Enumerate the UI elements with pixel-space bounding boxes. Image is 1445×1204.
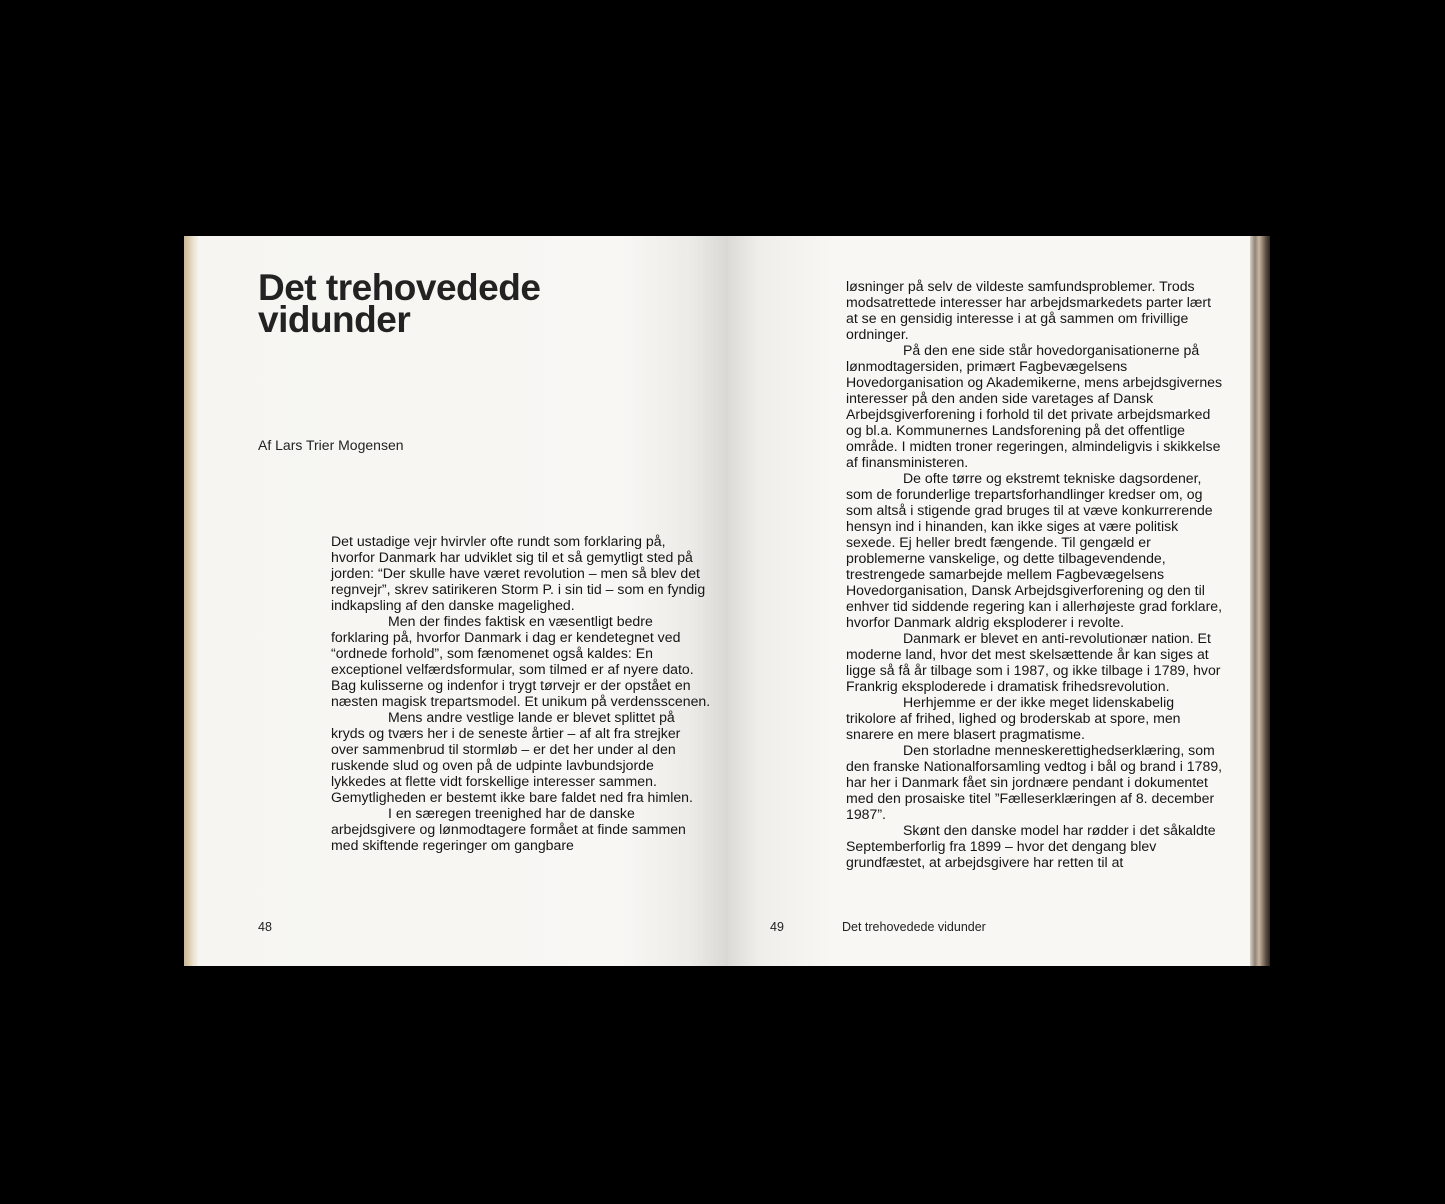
paragraph: Det ustadige vejr hvirvler ofte rundt som forklaring på, hvorfor Danmark har udviklet sig til et så gemytligt sted på jorden: “Der skulle have været revolution – men så blev det regnvejr”, skrev satirikeren Storm P. i sin tid – som en fyndig indkapsling af den danske magelighed. [331,533,706,613]
paragraph: Men der findes faktisk en væsentligt bedre forklaring på, hvorfor Danmark i dag er kendetegnet ved “ordnede forhold”, som fænomenet også kaldes: En exceptionel velfærdsformular, som tilmed er af nyere dato. Bag kulisserne og indenfor i trygt tørvejr er der opstået en næsten magisk trepartsmodel. Et unikum på verdensscenen. [331,613,711,709]
running-head: Det trehovedede vidunder [842,920,986,934]
left-column-text [331,533,711,853]
paragraph: Skønt den danske model har rødder i det såkaldte Septemberforlig fra 1899 – hvor det dengang blev grundfæstet, at arbejdsgivere har retten til at [846,822,1216,870]
book-edge-right [1250,236,1270,966]
paragraph: Herhjemme er der ikke meget lidenskabelig trikolore af frihed, lighed og broderskab at spore, men snarere en mere blasert pragmatisme. [846,694,1181,742]
article-title: Det trehovedede vidunder [258,267,541,340]
paragraph: I en særegen treenighed har de danske arbejdsgivere og lønmodtagere formået at finde sammen med skiftende regeringer om gangbare [331,805,686,853]
byline: Af Lars Trier Mogensen [258,437,404,453]
paragraph: De ofte tørre og ekstremt tekniske dagsordener, som de forunderlige trepartsforhandlinger kredser om, og som altså i stigende grad bruges til at væve konkurrerende hensyn ind i hinanden, kan ikke siges at være politisk sexede. Ej heller bredt fængende. Til gengæld er problemerne vanskelige, og dette tilbagevendende, trestrengede samarbejde mellem Fagbevægelsens Hovedorganisation, Dansk Arbejdsgiverforening og den til enhver tid siddende regering kan i allerhøjeste grad forklare, hvorfor Danmark aldrig eksploderer i revolte. [846,470,1223,630]
paragraph: Danmark er blevet en anti-revolutionær nation. Et moderne land, hvor det mest skelsættende år kan siges at ligge så få år tilbage som i 1987, og ikke tilbage i 1789, hvor Frankrig eksploderede i dramatisk frihedsrevolution. [846,630,1221,694]
book-spread [184,236,1270,966]
paragraph: Den storladne menneskerettighedserklæring, som den franske Nationalforsamling vedtog i bål og brand i 1789, har her i Danmark fået sin jordnære pendant i dokumentet med den prosaiske titel ”Fælleserklæringen af 8. december 1987”. [846,742,1223,822]
right-column-text [846,278,1226,870]
page-number-left: 48 [258,920,272,934]
book-edge-left [184,236,198,966]
paragraph: På den ene side står hovedorganisationerne på lønmodtagersiden, primært Fagbevægelsens Hovedorganisation og Akademikerne, mens arbejdsgivernes interesser på den anden side varetages af Dansk Arbejdsgiverforening i forhold til det private arbejdsmarked og bl.a. Kommunernes Landsforening på det offentlige område. I midten troner regeringen, almindeligvis i skikkelse af finansministeren. [846,342,1223,470]
paragraph: Mens andre vestlige lande er blevet splittet på kryds og tværs her i de seneste årtier – af alt fra strejker over sammenbrud til stormløb – er det her under al den ruskende slud og oven på de udpinte lavbundsjorde lykkedes at flette vidt forskellige interesser sammen. Gemytligheden er bestemt ikke bare faldet ned fra himlen. [331,709,693,805]
page-number-right: 49 [770,920,784,934]
paragraph: løsninger på selv de vildeste samfundsproblemer. Trods modsatrettede interesser har arbejdsmarkedets parter lært at se en gensidig interesse i at gå sammen om frivillige ordninger. [846,278,1212,342]
